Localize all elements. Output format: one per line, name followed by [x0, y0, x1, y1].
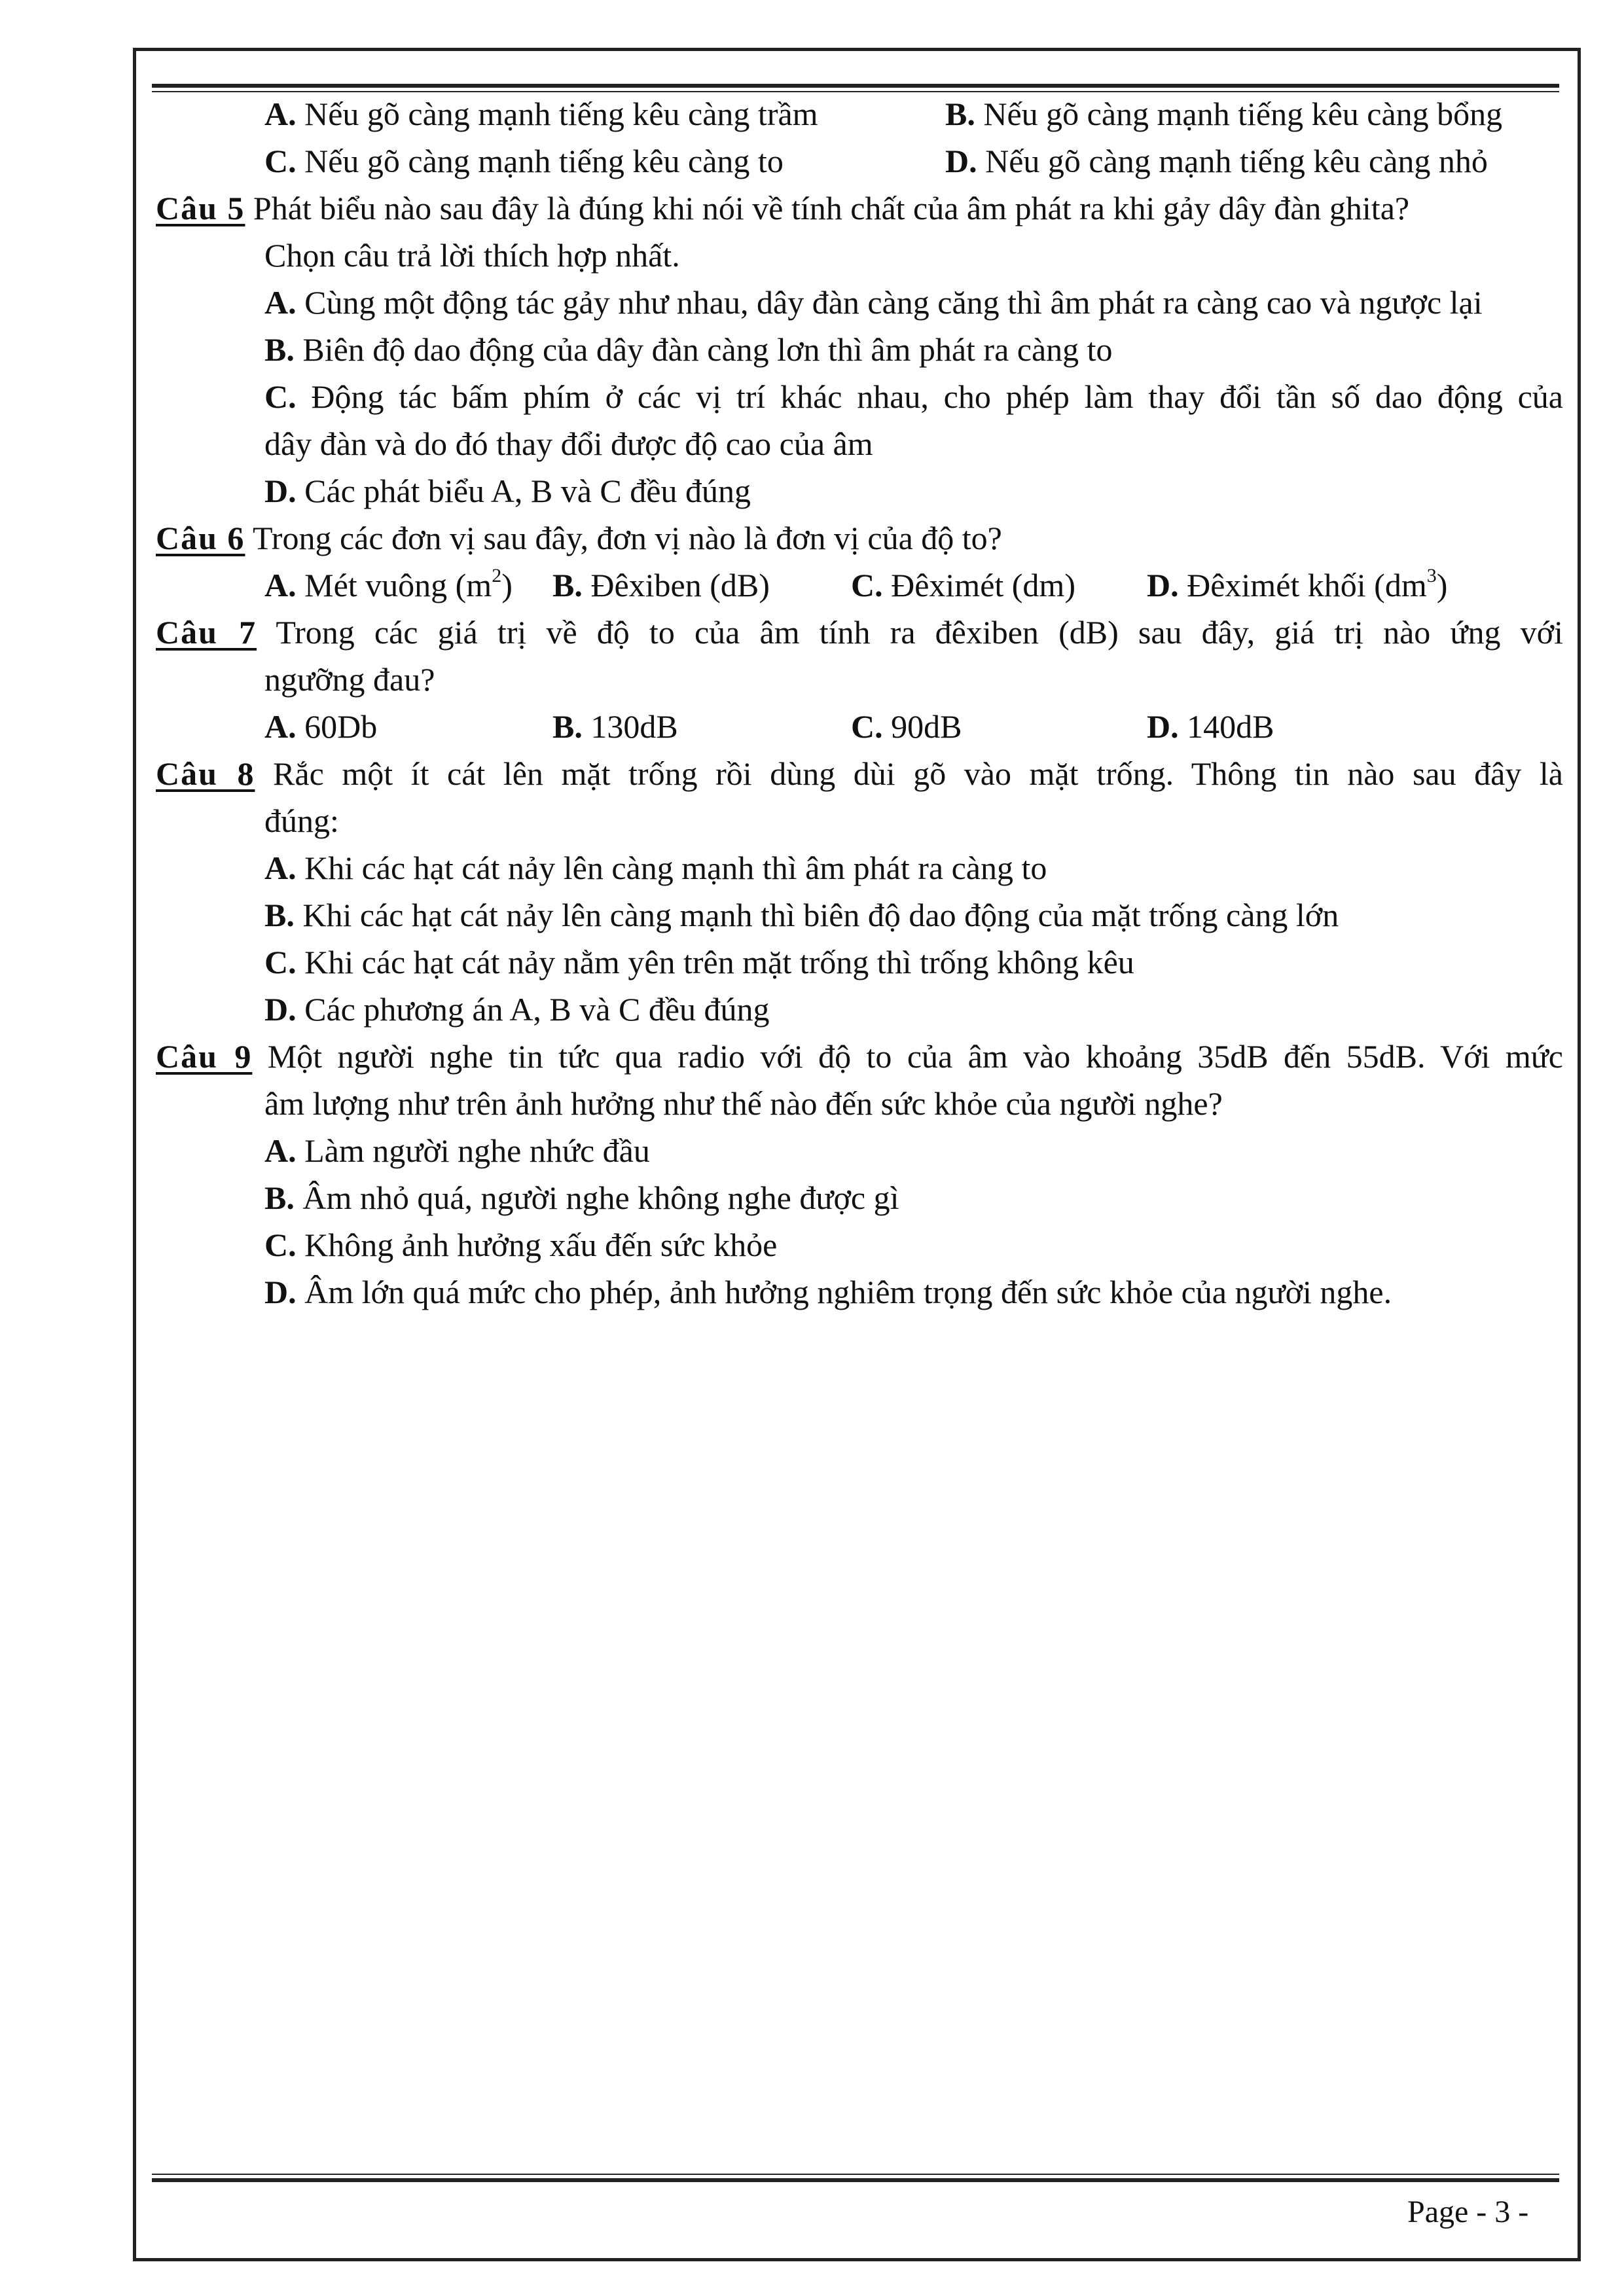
q9-option-d: D. Âm lớn quá mức cho phép, ảnh hưởng nghiêm trọng đến sức khỏe của người nghe. — [264, 1274, 1392, 1310]
q5-option-b: B. Biên độ dao động của dây đàn càng lơn thì âm phát ra càng to — [264, 331, 1113, 368]
q7-label: Câu 7 — [156, 614, 257, 651]
q6-options-row — [156, 562, 1563, 609]
q6-option-c: C. Đêximét (dm) — [851, 567, 1075, 603]
q9-label: Câu 9 — [156, 1038, 253, 1075]
q7-option-a: A. 60Db — [264, 708, 378, 745]
q5-label: Câu 5 — [156, 190, 245, 226]
q8-option-a: A. Khi các hạt cát nảy lên càng mạnh thì âm phát ra càng to — [264, 850, 1047, 886]
q6-option-a: A. Mét vuông $(m^2)$ — [264, 565, 513, 603]
q6-label: Câu 6 — [156, 520, 245, 556]
q4-option-b: B. Nếu gõ càng mạnh tiếng kêu càng bổng — [945, 96, 1503, 132]
q7-options-row — [156, 703, 1563, 750]
q8-option-b: B. Khi các hạt cát nảy lên càng mạnh thì biên độ dao động của mặt trống càng lớn — [264, 897, 1339, 933]
q7-option-c: C. 90dB — [851, 708, 962, 745]
q5-option-c: C. Động tác bấm phím ở các vị trí khác nhau, cho phép làm thay đổi tần số dao động của — [264, 378, 1563, 415]
q6-option-d: D. Đêximét khối $(dm^3)$ — [1147, 565, 1448, 603]
q9-option-c: C. Không ảnh hưởng xấu đến sức khỏe — [264, 1227, 778, 1263]
q7-stem-cont: ngưỡng đau? — [264, 661, 435, 698]
q4-option-a: A. Nếu gõ càng mạnh tiếng kêu càng trầm — [264, 96, 818, 132]
q7-option-d: D. 140dB — [1147, 708, 1274, 745]
q8-stem: Câu 8 Rắc một ít cát lên mặt trống rồi dùng dùi gõ vào mặt trống. Thông tin nào sau đây là — [156, 755, 1563, 792]
q8-option-c: C. Khi các hạt cát nảy nằm yên trên mặt trống thì trống không kêu — [264, 944, 1134, 980]
q9-option-b: B. Âm nhỏ quá, người nghe không nghe được gì — [264, 1179, 899, 1216]
q4-option-c: C. Nếu gõ càng mạnh tiếng kêu càng to — [264, 143, 784, 179]
q4-options-row-2 — [156, 137, 1563, 185]
q8-option-d: D. Các phương án A, B và C đều đúng — [264, 991, 770, 1028]
q8-stem-cont: đúng: — [264, 802, 339, 839]
footer-rule-thin — [152, 2174, 1559, 2175]
q4-option-d: D. Nếu gõ càng mạnh tiếng kêu càng nhỏ — [945, 143, 1488, 179]
q7-stem: Câu 7 Trong các giá trị về độ to của âm tính ra đêxiben (dB) sau đây, giá trị nào ứng với — [156, 614, 1564, 651]
q6-option-b: B. Đêxiben (dB) — [552, 567, 770, 603]
q8-label: Câu 8 — [156, 755, 255, 792]
q5-stem: Câu 5 Phát biểu nào sau đây là đúng khi nói về tính chất của âm phát ra khi gảy dây đàn ghita? — [156, 190, 1410, 226]
q5-option-d: D. Các phát biểu A, B và C đều đúng — [264, 473, 751, 509]
page-number: Page - 3 - — [1407, 2195, 1529, 2229]
q4-options-row-1 — [156, 90, 1563, 137]
q7-option-b: B. 130dB — [552, 708, 678, 745]
footer-rule-thick — [152, 2178, 1559, 2182]
exam-content — [156, 84, 1563, 1316]
q9-option-a: A. Làm người nghe nhức đầu — [264, 1132, 650, 1169]
q9-stem: Câu 9 Một người nghe tin tức qua radio với độ to của âm vào khoảng 35dB đến 55dB. Với mức — [156, 1038, 1563, 1075]
q6-stem: Câu 6 Trong các đơn vị sau đây, đơn vị nào là đơn vị của độ to? — [156, 520, 1002, 556]
q5-option-a: A. Cùng một động tác gảy như nhau, dây đàn càng căng thì âm phát ra càng cao và ngược lại — [264, 284, 1483, 321]
q9-stem-cont: âm lượng như trên ảnh hưởng như thế nào đến sức khỏe của người nghe? — [264, 1085, 1223, 1122]
q5-option-c-cont: dây đàn và do đó thay đổi được độ cao của âm — [264, 425, 873, 462]
q5-stem-cont: Chọn câu trả lời thích hợp nhất. — [264, 237, 680, 274]
